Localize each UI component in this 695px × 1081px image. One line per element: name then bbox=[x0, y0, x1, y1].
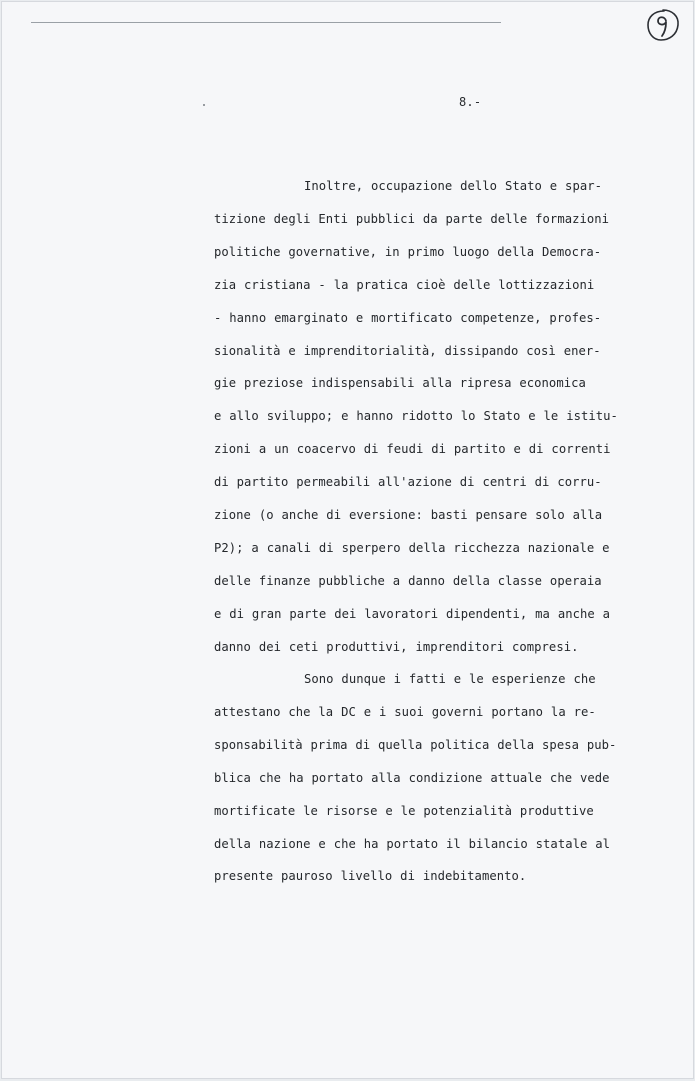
text-line: gie preziose indispensabili alla ripresa economica bbox=[214, 376, 586, 391]
text-line: mortificate le risorse e le potenzialità produttive bbox=[214, 803, 594, 818]
text-line: zione (o anche di eversione: basti pensare solo alla bbox=[214, 508, 603, 523]
speck bbox=[203, 104, 205, 106]
text-line: danno dei ceti produttivi, imprenditori compresi. bbox=[214, 639, 579, 654]
circled-number-icon bbox=[645, 7, 681, 43]
text-line: politiche governative, in primo luogo della Democra- bbox=[214, 244, 602, 259]
text-line: presente pauroso livello di indebitamento. bbox=[214, 869, 527, 884]
text-line: blica che ha portato alla condizione attuale che vede bbox=[214, 770, 610, 785]
text-line: tizione degli Enti pubblici da parte delle formazioni bbox=[214, 211, 610, 226]
text-line: P2); a canali di sperpero della ricchezza nazionale e bbox=[214, 540, 610, 555]
text-line: - hanno emarginato e mortificato competenze, profes- bbox=[214, 310, 602, 325]
text-line: sionalità e imprenditorialità, dissipando così ener- bbox=[214, 343, 601, 358]
text-line: zioni a un coacervo di feudi di partito e di correnti bbox=[214, 442, 611, 457]
text-line: attestano che la DC e i suoi governi portano la re- bbox=[214, 704, 596, 719]
paragraph-1 bbox=[214, 170, 618, 664]
text-line: Inoltre, occupazione dello Stato e spar- bbox=[304, 179, 602, 193]
text-line: delle finanze pubbliche a danno della classe operaia bbox=[214, 573, 602, 588]
top-rule bbox=[31, 22, 501, 23]
text-line: e di gran parte dei lavoratori dipendenti, ma anche a bbox=[214, 606, 611, 621]
text-line: della nazione e che ha portato il bilancio statale al bbox=[214, 836, 611, 851]
page-number: 8.- bbox=[459, 95, 482, 109]
text-line: zia cristiana - la pratica cioè delle lottizzazioni bbox=[214, 277, 595, 292]
text-line: e allo sviluppo; e hanno ridotto lo Stato e le istitu- bbox=[214, 409, 618, 424]
handwritten-page-mark bbox=[645, 7, 681, 43]
text-line: di partito permeabili all'azione di centri di corru- bbox=[214, 475, 602, 490]
document-page bbox=[1, 1, 694, 1079]
text-line: sponsabilità prima di quella politica della spesa pub- bbox=[214, 737, 617, 752]
paragraph-2 bbox=[214, 663, 617, 893]
text-line: Sono dunque i fatti e le esperienze che bbox=[304, 672, 596, 686]
